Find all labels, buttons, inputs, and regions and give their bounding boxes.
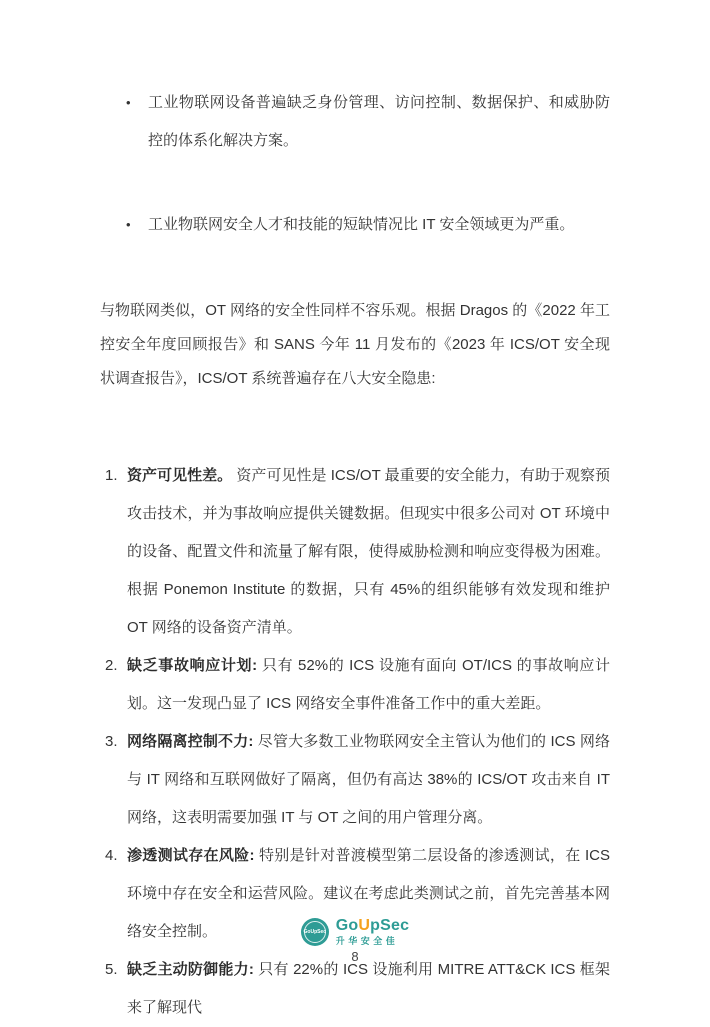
item-number: 2. bbox=[105, 657, 118, 674]
item-desc: 尽管大多数工业物联网安全主管认为他们的 ICS 网络与 IT 网络和互联网做好了隔离，但仍有高达 38%的 ICS/OT 攻击来自 IT 网络，这表明需要加强 IT 与 OT 之间的用户管理分离。 bbox=[127, 733, 611, 826]
bullet-icon: • bbox=[126, 217, 131, 232]
bullet-text: 工业物联网设备普遍缺乏身份管理、访问控制、数据保护、和威胁防控的体系化解决方案。 bbox=[148, 94, 610, 149]
bullet-item bbox=[100, 84, 610, 160]
page-footer bbox=[0, 918, 710, 964]
logo-text-block bbox=[336, 918, 409, 946]
seal-text: GoUpSec bbox=[303, 928, 327, 935]
logo-psec: pSec bbox=[370, 917, 410, 934]
bullet-item bbox=[100, 206, 610, 244]
logo-wordmark bbox=[336, 918, 409, 934]
page-number: 8 bbox=[351, 949, 359, 964]
list-item bbox=[105, 457, 610, 647]
item-label: 资产可见性差。 bbox=[127, 467, 233, 484]
intro-paragraph: 与物联网类似，OT 网络的安全性同样不容乐观。根据 Dragos 的《2022 年工控安全年度回顾报告》和 SANS 今年 11 月发布的《2023 年 ICS/OT 安全现状调查报告》，ICS/OT 系统普遍存在八大安全隐患: bbox=[100, 302, 610, 387]
item-desc: 资产可见性是 ICS/OT 最重要的安全能力，有助于观察预攻击技术，并为事故响应提供关键数据。但现实中很多公司对 OT 环境中的设备、配置文件和流量了解有限，使得威胁检测和响应变得极为困难。根据 Ponemon Institute 的数据，只有 45%的组织能够有效发现和维护 OT 网络的设备资产清单。 bbox=[127, 467, 610, 636]
item-text bbox=[127, 723, 610, 837]
item-label: 缺乏事故响应计划: bbox=[127, 657, 258, 674]
list-item bbox=[105, 647, 610, 723]
goupsec-logo bbox=[301, 918, 409, 946]
logo-go: Go bbox=[335, 917, 359, 934]
logo-tagline: 升华安全佳 bbox=[335, 936, 399, 946]
item-number: 1. bbox=[105, 467, 118, 484]
item-label: 渗透测试存在风险: bbox=[127, 847, 255, 864]
item-desc: 只有 22%的 ICS 设施利用 MITRE ATT&CK ICS 框架来了解现代 bbox=[127, 961, 610, 1016]
item-desc: 特别是针对普渡模型第二层设备的渗透测试，在 ICS 环境中存在安全和运营风险。建议在考虑此类测试之前，首先完善基本网络安全控制。 bbox=[127, 847, 610, 940]
item-text bbox=[127, 647, 610, 723]
bullet-text: 工业物联网安全人才和技能的短缺情况比 IT 安全领域更为严重。 bbox=[148, 216, 575, 233]
bullet-list bbox=[100, 84, 610, 244]
item-text bbox=[127, 457, 610, 647]
item-number: 5. bbox=[105, 961, 118, 978]
item-number: 4. bbox=[105, 847, 118, 864]
goupsec-seal-icon bbox=[301, 918, 329, 946]
item-label: 缺乏主动防御能力: bbox=[127, 961, 254, 978]
bullet-icon: • bbox=[126, 95, 131, 110]
item-desc: 只有 52%的 ICS 设施有面向 OT/ICS 的事故响应计划。这一发现凸显了 ICS 网络安全事件准备工作中的重大差距。 bbox=[127, 657, 611, 712]
list-item bbox=[105, 723, 610, 837]
logo-u: U bbox=[358, 917, 371, 934]
item-label: 网络隔离控制不力: bbox=[127, 733, 254, 750]
item-number: 3. bbox=[105, 733, 118, 750]
